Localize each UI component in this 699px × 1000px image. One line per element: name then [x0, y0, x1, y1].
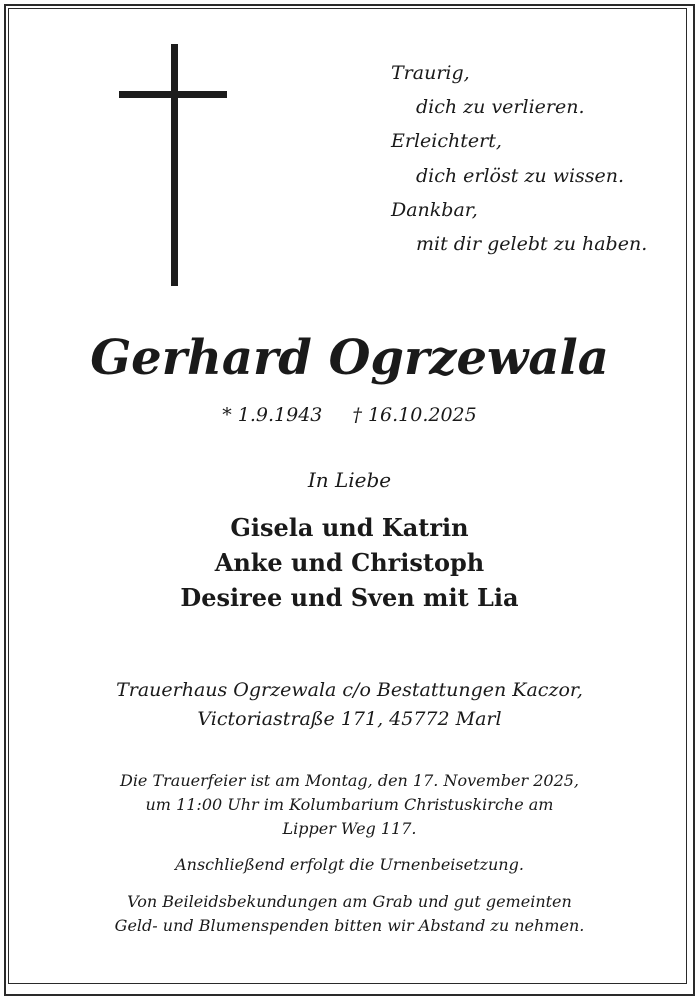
life-dates — [0, 400, 699, 430]
poem-line: Traurig, — [391, 62, 470, 84]
poem-line: mit dir gelebt zu haben. — [416, 233, 648, 256]
ceremony-line: Lipper Weg 117. — [282, 819, 417, 838]
ceremony-line: um 11:00 Uhr im Kolumbarium Christuskirche am — [145, 795, 554, 814]
death-date: † 16.10.2025 — [352, 404, 477, 426]
address-line: Trauerhaus Ogrzewala c/o Bestattungen Kaczor, — [116, 679, 583, 701]
urn-notice: Anschließend erfolgt die Urnenbeisetzung. — [175, 855, 524, 874]
in-love-line: In Liebe — [307, 468, 392, 492]
ceremony-notice — [0, 769, 699, 841]
deceased-name: Gerhard Ogrzewala — [90, 330, 609, 386]
cross-icon — [119, 44, 227, 286]
mourner-line: Anke und Christoph — [214, 548, 485, 577]
poem-line: Dankbar, — [391, 198, 478, 221]
poem-line: dich erlöst zu wissen. — [416, 164, 625, 187]
cross-vertical-bar — [171, 44, 178, 286]
mourning-address — [0, 676, 699, 734]
address-line: Victoriastraße 171, 45772 Marl — [197, 708, 502, 730]
condolence-request — [0, 890, 699, 938]
mourners — [0, 510, 699, 615]
poem — [391, 56, 647, 261]
poem-line: dich zu verlieren. — [416, 96, 585, 119]
request-line: Geld- und Blumenspenden bitten wir Abstand zu nehmen. — [114, 916, 585, 935]
cross-horizontal-bar — [119, 91, 227, 98]
request-line: Von Beileidsbekundungen am Grab und gut gemeinten — [127, 892, 572, 911]
poem-line: Erleichtert, — [391, 130, 502, 153]
mourner-line: Gisela und Katrin — [230, 513, 469, 542]
birth-date: * 1.9.1943 — [222, 404, 323, 426]
mourner-line: Desiree und Sven mit Lia — [180, 583, 519, 612]
ceremony-line: Die Trauerfeier ist am Montag, den 17. November 2025, — [119, 771, 580, 790]
